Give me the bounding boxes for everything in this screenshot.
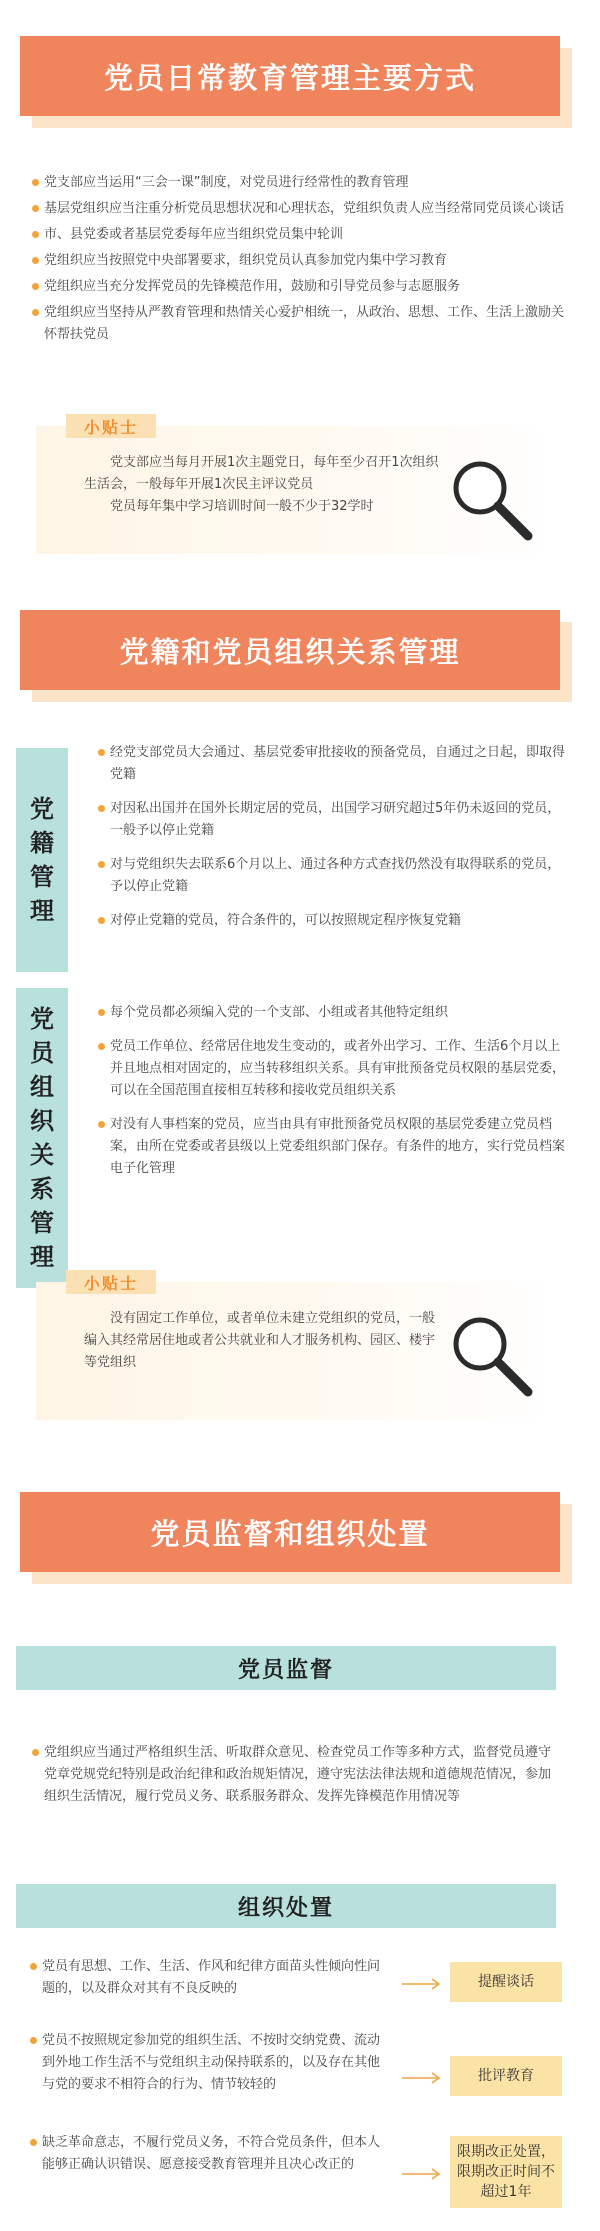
list-item: 基层党组织应当注重分析党员思想状况和心理状态，党组织负责人应当经常同党员谈心谈话 (32, 198, 572, 220)
bullet-dot (32, 179, 39, 186)
arrow-right-icon (402, 2072, 442, 2084)
tip-tag: 小贴士 (66, 1270, 156, 1294)
bullet-dot (98, 805, 105, 812)
section-title: 党员监督和组织处置 (150, 1516, 430, 1551)
disposal-row-criticism (30, 2030, 570, 2126)
bullet-dot (98, 1121, 105, 1128)
section-banner-daily-education (20, 36, 560, 116)
list-item: 党员工作单位、经常居住地发生变动的，或者外出学习、工作、生活6个月以上并且地点相对固定的，应当转移组织关系。具有审批预备党员权限的基层党委，可以在全国范围直接相互转移和接收党员组织关系 (98, 1036, 568, 1102)
bullet-dot (98, 917, 105, 924)
banner-face (20, 36, 560, 116)
list-item: 党支部应当运用“三会一课”制度，对党员进行经常性的教育管理 (32, 172, 572, 194)
disposal-condition: 党员不按照规定参加党的组织生活、不按时交纳党费、流动到外地工作生活不与党组织主动保持联系的，以及存在其他与党的要求不相符合的行为、情节较轻的 (30, 2030, 390, 2096)
list-item: 经党支部党员大会通过、基层党委审批接收的预备党员，自通过之日起，即取得党籍 (98, 742, 568, 786)
bullet-list-party-membership (98, 742, 568, 944)
sub-banner-title: 党员监督 (237, 1657, 334, 1683)
disposal-condition: 党员有思想、工作、生活、作风和纪律方面苗头性倾向性问题的，以及群众对其有不良反映的 (30, 1956, 390, 2000)
sub-banner-supervision (16, 1646, 556, 1690)
disposal-result: 限期改正处置，限期改正时间不超过1年 (450, 2136, 562, 2208)
disposal-row-reminder (30, 1956, 570, 2016)
section-title: 党员日常教育管理主要方式 (103, 60, 476, 95)
bullet-dot (32, 257, 39, 264)
tip-box-2 (36, 1270, 552, 1420)
supervision-paragraph (32, 1742, 562, 1812)
tip-text: 没有固定工作单位，或者单位未建立党组织的党员，一般编入其经常居住地或者公共就业和人才服务机构、园区、楼宇等党组织 (84, 1311, 436, 1370)
bullet-list-organization-relation (98, 1002, 568, 1192)
arrow-right-icon (402, 2168, 442, 2180)
list-item: 党组织应当通过严格组织生活、听取群众意见、检查党员工作等多种方式，监督党员遵守党章党规党纪特别是政治纪律和政治规矩情况，遵守宪法法律法规和道德规范情况，参加组织生活情况，履行党员义务、联系服务群众、发挥先锋模范作用情况等 (32, 1742, 562, 1808)
section-banner-supervision (20, 1492, 560, 1572)
banner-face (20, 610, 560, 690)
list-item: 对停止党籍的党员，符合条件的，可以按照规定程序恢复党籍 (98, 910, 568, 932)
disposal-result: 批评教育 (450, 2056, 562, 2096)
banner-face (20, 1492, 560, 1572)
list-item: 对与党组织失去联系6个月以上、通过各种方式查找仍然没有取得联系的党员，予以停止党籍 (98, 854, 568, 898)
bullet-dot (30, 1963, 37, 1970)
list-item: 每个党员都必须编入党的一个支部、小组或者其他特定组织 (98, 1002, 568, 1024)
arrow-right-icon (402, 1978, 442, 1990)
sub-banner-title: 组织处置 (237, 1895, 334, 1921)
bullet-dot (98, 861, 105, 868)
bullet-dot (30, 2037, 37, 2044)
disposal-result: 提醒谈话 (450, 1962, 562, 2002)
bullet-dot (32, 309, 39, 316)
bullet-dot (98, 1009, 105, 1016)
list-item: 市、县党委或者基层党委每年应当组织党员集中轮训 (32, 224, 572, 246)
bullet-dot (32, 1749, 39, 1756)
bullet-dot (98, 749, 105, 756)
side-label-organization-relation: 党 员 组 织 关 系 管 理 (16, 988, 68, 1288)
bullet-list-daily-education (32, 172, 572, 350)
section-banner-membership (20, 610, 560, 690)
magnifier-icon (446, 1310, 536, 1400)
tip-text: 党支部应当每月开展1次主题党日，每年至少召开1次组织生活会，一般每年开展1次民主评议党员 党员每年集中学习培训时间一般不少于32学时 (84, 455, 439, 514)
magnifier-icon (446, 454, 536, 544)
bullet-dot (32, 231, 39, 238)
disposal-row-deadline (30, 2132, 570, 2212)
disposal-condition: 缺乏革命意志，不履行党员义务，不符合党员条件，但本人能够正确认识错误、愿意接受教育管理并且决心改正的 (30, 2132, 390, 2176)
tip-box-1 (36, 414, 552, 554)
list-item: 对没有人事档案的党员，应当由具有审批预备党员权限的基层党委建立党员档案，由所在党委或者县级以上党委组织部门保存。有条件的地方，实行党员档案电子化管理 (98, 1114, 568, 1180)
tip-tag: 小贴士 (66, 414, 156, 438)
sub-banner-disposal (16, 1884, 556, 1928)
section-title: 党籍和党员组织关系管理 (119, 634, 461, 669)
list-item: 党组织应当充分发挥党员的先锋模范作用，鼓励和引导党员参与志愿服务 (32, 276, 572, 298)
list-item: 党组织应当坚持从严教育管理和热情关心爱护相统一，从政治、思想、工作、生活上激励关怀帮扶党员 (32, 302, 572, 346)
bullet-dot (98, 1043, 105, 1050)
side-label-party-membership: 党 籍 管 理 (16, 748, 68, 972)
bullet-dot (32, 205, 39, 212)
list-item: 对因私出国并在国外长期定居的党员，出国学习研究超过5年仍未返回的党员，一般予以停止党籍 (98, 798, 568, 842)
bullet-dot (32, 283, 39, 290)
list-item: 党组织应当按照党中央部署要求，组织党员认真参加党内集中学习教育 (32, 250, 572, 272)
bullet-dot (30, 2139, 37, 2146)
